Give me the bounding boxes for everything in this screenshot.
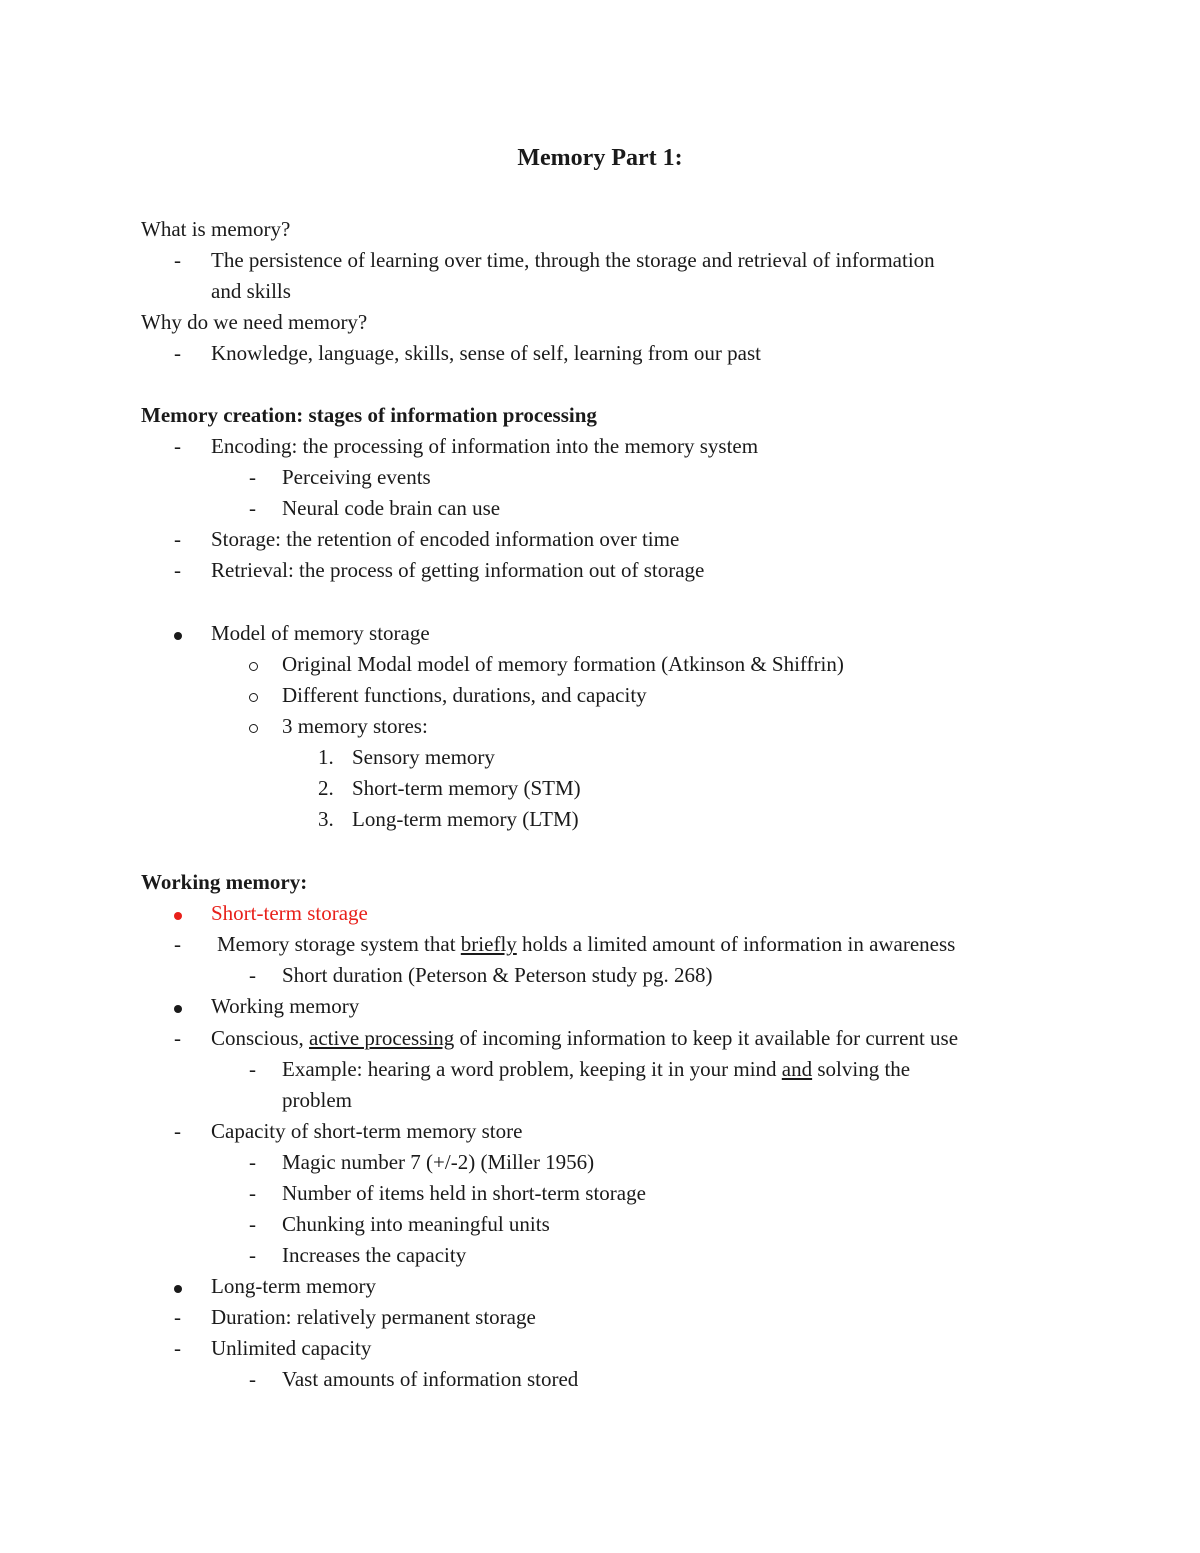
underlined-text: active processing [309, 1026, 455, 1050]
list-item [0, 1333, 1200, 1364]
list-item [0, 991, 1200, 1022]
list-item [0, 1364, 1200, 1395]
list-item-text: Example: hearing a word problem, keeping it in your mind and solving the [282, 1057, 911, 1081]
section-heading-memory-creation: Memory creation: stages of information processing [141, 403, 597, 427]
dash-marker: - [174, 341, 181, 365]
bullet-icon [174, 912, 182, 920]
list-item [0, 929, 1200, 960]
dash-marker: - [249, 1150, 256, 1174]
list-item [0, 898, 1200, 929]
dash-marker: - [174, 558, 181, 582]
list-item-text: Long-term memory (LTM) [352, 807, 579, 831]
list-item [0, 1147, 1200, 1178]
list-item-text: Storage: the retention of encoded information over time [211, 527, 680, 551]
underlined-text: and [781, 1057, 813, 1081]
list-item [0, 524, 1200, 555]
dash-marker: - [174, 1026, 181, 1050]
list-item-text: Original Modal model of memory formation (Atkinson & Shiffrin) [282, 652, 844, 676]
list-item-text: Sensory memory [352, 745, 495, 769]
list-item-text: Short-term storage [211, 901, 368, 925]
list-item-continuation [0, 276, 1200, 307]
underlined-text: briefly [460, 932, 517, 956]
list-item-text: Model of memory storage [211, 621, 430, 645]
dash-marker: - [174, 1119, 181, 1143]
list-item [0, 462, 1200, 493]
bullet-icon [174, 1285, 182, 1293]
list-item [0, 1178, 1200, 1209]
list-item [0, 1023, 1200, 1054]
list-item-text: Short duration (Peterson & Peterson study pg. 268) [282, 963, 713, 987]
list-item [0, 649, 1200, 680]
bullet-icon [174, 632, 182, 640]
hollow-bullet-icon [249, 662, 258, 671]
dash-marker: - [249, 963, 256, 987]
list-item [0, 493, 1200, 524]
list-item [0, 1054, 1200, 1085]
list-item [0, 711, 1200, 742]
list-item-text: Vast amounts of information stored [282, 1367, 579, 1391]
list-item-text: Magic number 7 (+/-2) (Miller 1956) [282, 1150, 595, 1174]
numbered-item [0, 773, 1200, 804]
list-item [0, 338, 1200, 369]
page-title: Memory Part 1: [517, 145, 683, 171]
hollow-bullet-icon [249, 693, 258, 702]
bullet-icon [174, 1005, 182, 1013]
list-item-text: Increases the capacity [282, 1243, 467, 1267]
dash-marker: - [249, 1057, 256, 1081]
list-item-text: Capacity of short-term memory store [211, 1119, 523, 1143]
list-item-text: Chunking into meaningful units [282, 1212, 550, 1236]
list-item [0, 555, 1200, 586]
section-heading-working-memory: Working memory: [141, 870, 308, 894]
list-item-text: Number of items held in short-term storage [282, 1181, 646, 1205]
list-item-text: Encoding: the processing of information into the memory system [211, 434, 759, 458]
question-why-memory: Why do we need memory? [141, 310, 368, 334]
dash-marker: - [249, 1243, 256, 1267]
list-item [0, 618, 1200, 649]
dash-marker: - [174, 1305, 181, 1329]
list-item-text: Conscious, active processing of incoming information to keep it available for current use [211, 1026, 959, 1050]
dash-marker: - [249, 1181, 256, 1205]
number-marker: 3. [318, 807, 334, 831]
list-item-text: Knowledge, language, skills, sense of self, learning from our past [211, 341, 761, 365]
dash-marker: - [174, 1336, 181, 1360]
number-marker: 2. [318, 776, 334, 800]
dash-marker: - [174, 434, 181, 458]
numbered-item [0, 742, 1200, 773]
dash-marker: - [174, 527, 181, 551]
list-item-text: Memory storage system that briefly holds a limited amount of information in awareness [217, 932, 956, 956]
list-item-text: Working memory [211, 994, 360, 1018]
dash-marker: - [249, 1212, 256, 1236]
list-item-text: 3 memory stores: [282, 714, 428, 738]
list-item [0, 1209, 1200, 1240]
dash-marker: - [249, 465, 256, 489]
list-item-text: Retrieval: the process of getting information out of storage [211, 558, 705, 582]
hollow-bullet-icon [249, 724, 258, 733]
list-item-text: The persistence of learning over time, through the storage and retrieval of information [211, 248, 935, 272]
list-item-text: Long-term memory [211, 1274, 377, 1298]
list-item-text: Short-term memory (STM) [352, 776, 581, 800]
list-item [0, 245, 1200, 276]
list-item-continuation [0, 1085, 1200, 1116]
list-item [0, 680, 1200, 711]
list-item-text: Unlimited capacity [211, 1336, 372, 1360]
list-item [0, 1240, 1200, 1271]
list-item [0, 1271, 1200, 1302]
list-item-text: and skills [211, 279, 291, 303]
numbered-item [0, 804, 1200, 835]
list-item-text: problem [282, 1088, 352, 1112]
list-item [0, 431, 1200, 462]
number-marker: 1. [318, 745, 334, 769]
list-item [0, 960, 1200, 991]
dash-marker: - [249, 496, 256, 520]
dash-marker: - [174, 248, 181, 272]
question-what-is-memory: What is memory? [141, 217, 291, 241]
list-item-text: Perceiving events [282, 465, 431, 489]
dash-marker: - [174, 932, 181, 956]
list-item [0, 1116, 1200, 1147]
list-item [0, 1302, 1200, 1333]
list-item-text: Neural code brain can use [282, 496, 501, 520]
list-item-text: Different functions, durations, and capacity [282, 683, 647, 707]
dash-marker: - [249, 1367, 256, 1391]
list-item-text: Duration: relatively permanent storage [211, 1305, 536, 1329]
